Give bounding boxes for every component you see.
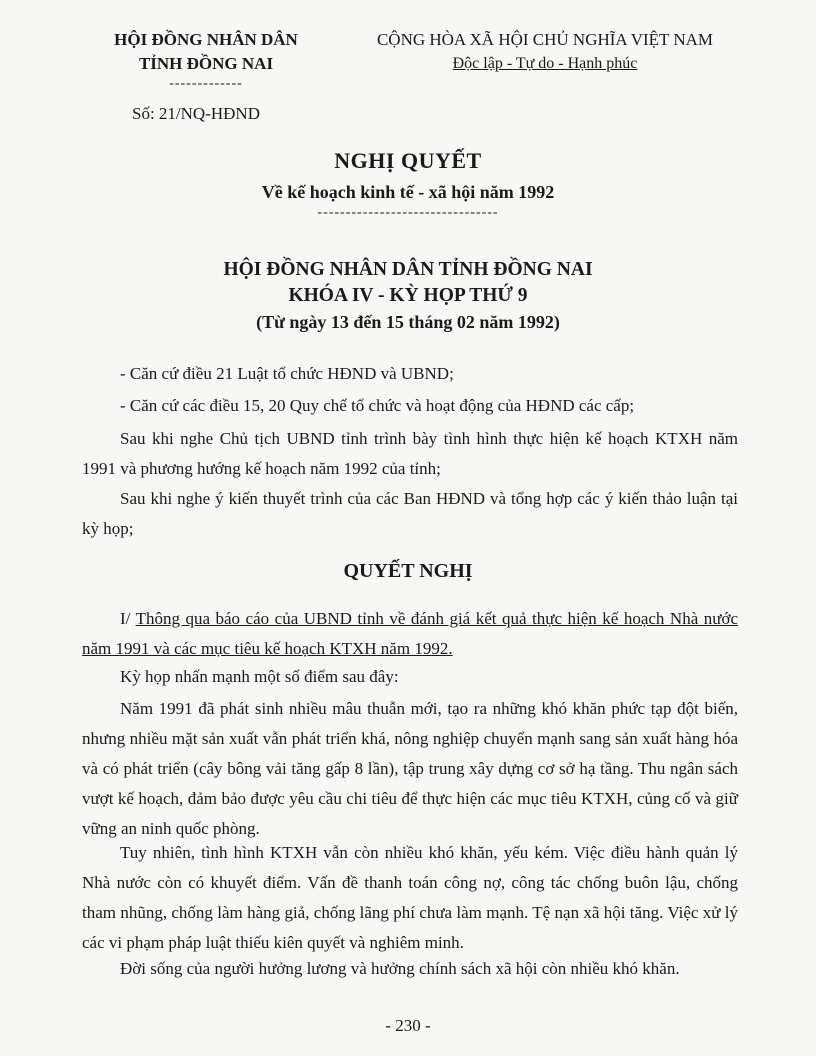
- document-title: NGHỊ QUYẾT: [334, 148, 482, 173]
- document-subtitle: Về kế hoạch kinh tế - xã hội năm 1992: [261, 182, 555, 202]
- resolution-heading: QUYẾT NGHỊ: [343, 560, 473, 582]
- preamble-paragraph: Sau khi nghe Chủ tịch UBND tỉnh trình bày tình hình thực hiện kế hoạch KTXH năm 1991 và phương hướng kế hoạch năm 1992 của tỉnh;: [82, 429, 738, 478]
- council-session: KHÓA IV - KỲ HỌP THỨ 9: [288, 285, 528, 306]
- section-1-title: Thông qua báo cáo của UBND tỉnh về đánh giá kết quả thực hiện kế hoạch Nhà nước năm 1991 và các mục tiêu kế hoạch KTXH năm 1992.: [82, 609, 738, 658]
- national-name: CỘNG HÒA XÃ HỘI CHỦ NGHĨA VIỆT NAM: [376, 30, 714, 49]
- section-1-heading: [82, 604, 738, 664]
- body-paragraph: Tuy nhiên, tình hình KTXH vẫn còn nhiều khó khăn, yếu kém. Việc điều hành quản lý Nhà nước còn có khuyết điểm. Vấn đề thanh toán công nợ, công tác chống buôn lậu, chống tham nhũng, chống làm hàng giả, chống lãng phí chưa làm mạnh. Tệ nạn xã hội tăng. Việc xử lý các vi phạm pháp luật thiếu kiên quyết và nghiêm minh.: [82, 843, 738, 952]
- title-divider: --------------------------------: [317, 205, 499, 220]
- national-heading: [350, 28, 740, 76]
- page-number: - 230 -: [385, 1016, 431, 1035]
- document-number: Số: 21/NQ-HĐND: [132, 104, 260, 123]
- preamble-paragraph: Sau khi nghe ý kiến thuyết trình của các Ban HĐND và tổng hợp các ý kiến thảo luận tại kỳ họp;: [82, 489, 738, 538]
- issuing-body-divider: -------------: [169, 76, 243, 91]
- issuing-body: [78, 28, 334, 76]
- body-paragraph: Kỳ họp nhấn mạnh một số điểm sau đây:: [120, 667, 399, 686]
- basis-item: - Căn cứ các điều 15, 20 Quy chế tổ chức và hoạt động của HĐND các cấp;: [120, 396, 635, 415]
- national-motto: Độc lập - Tự do - Hạnh phúc: [452, 55, 638, 72]
- issuing-body-line1: HỘI ĐỒNG NHÂN DÂN: [114, 30, 298, 49]
- section-1-number: I/: [120, 609, 136, 628]
- council-dates: (Từ ngày 13 đến 15 tháng 02 năm 1992): [256, 312, 560, 332]
- basis-item: - Căn cứ điều 21 Luật tổ chức HĐND và UBND;: [120, 364, 454, 383]
- council-name: HỘI ĐỒNG NHÂN DÂN TỈNH ĐỒNG NAI: [223, 259, 593, 280]
- body-paragraph: Đời sống của người hưởng lương và hưởng chính sách xã hội còn nhiều khó khăn.: [120, 959, 680, 978]
- issuing-body-line2: TỈNH ĐỒNG NAI: [138, 54, 274, 73]
- body-paragraph: Năm 1991 đã phát sinh nhiều mâu thuẫn mới, tạo ra những khó khăn phức tạp đột biến, nhưng nhiều mặt sản xuất vẫn phát triển khá, nông nghiệp chuyển mạnh sang sản xuất hàng hóa và có phát triển (cây bông vải tăng gấp 8 lần), tập trung xây dựng cơ sở hạ tầng. Thu ngân sách vượt kế hoạch, đảm bảo được yêu cầu chi tiêu để thực hiện các mục tiêu KTXH, củng cố và giữ vững an ninh quốc phòng.: [82, 699, 738, 838]
